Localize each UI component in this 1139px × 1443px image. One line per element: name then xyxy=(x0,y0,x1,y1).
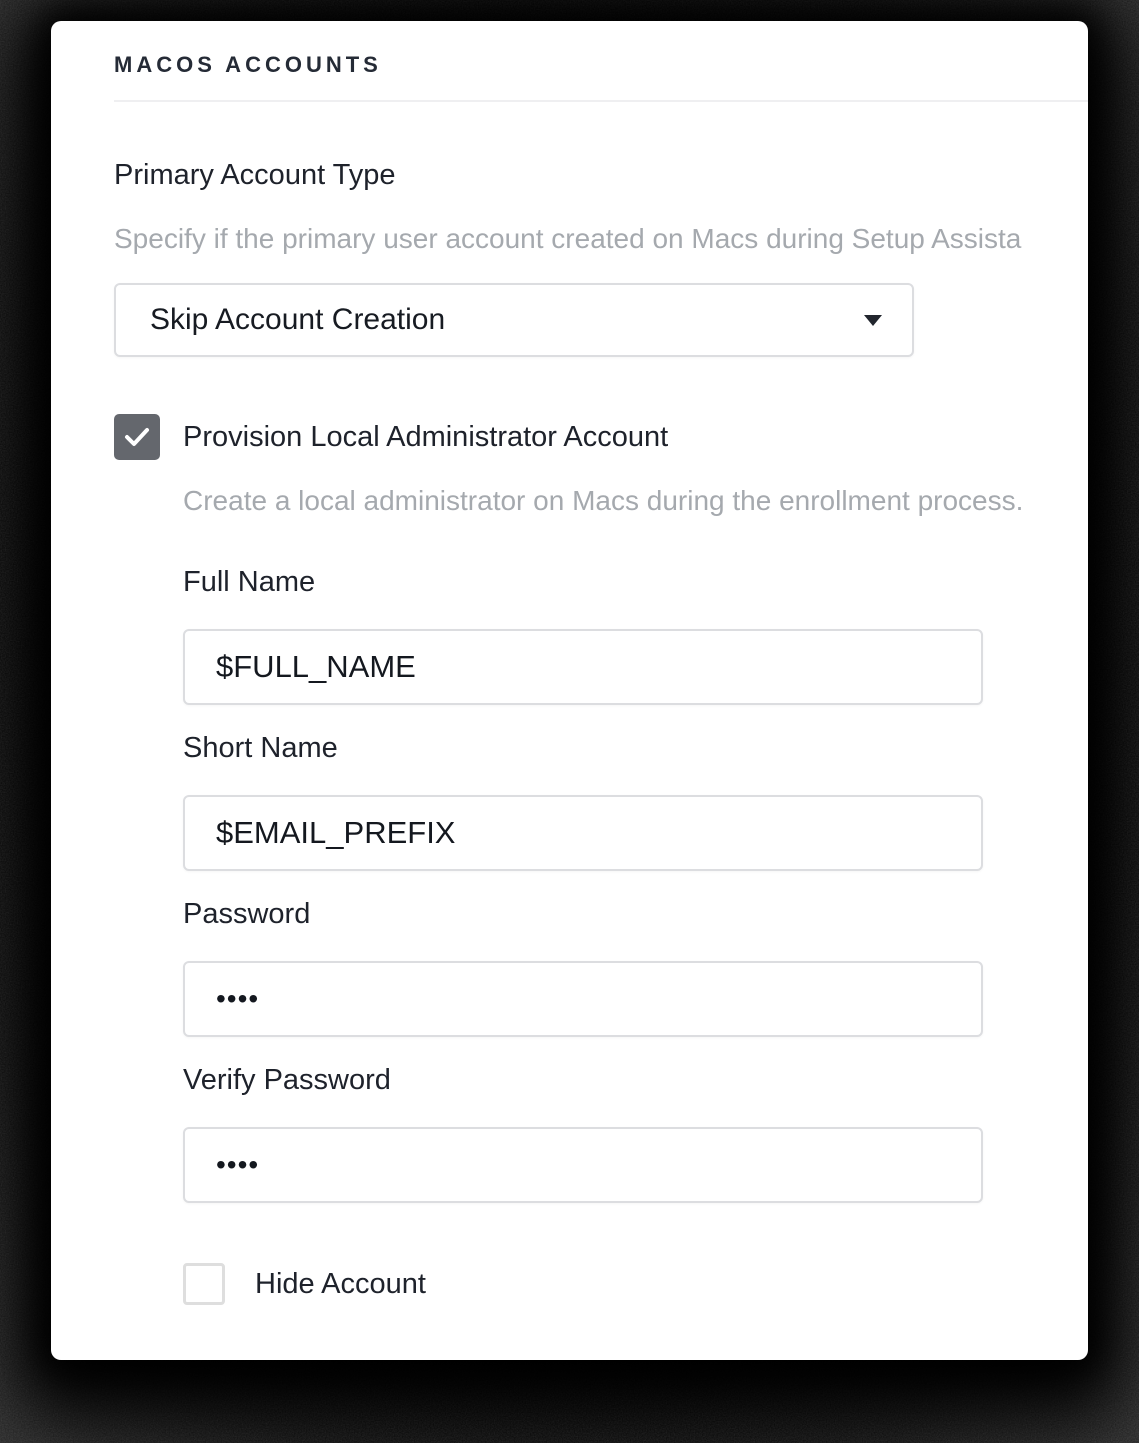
primary-account-type-description: Specify if the primary user account created on Macs during Setup Assista xyxy=(114,223,1022,254)
hide-account-checkbox[interactable] xyxy=(183,1263,225,1305)
hide-account-row xyxy=(183,1263,426,1305)
checkmark-icon xyxy=(124,427,150,447)
verify-password-label: Verify Password xyxy=(183,1064,391,1096)
primary-account-type-label: Primary Account Type xyxy=(114,159,396,191)
provision-admin-checkbox[interactable] xyxy=(114,414,160,460)
provision-admin-description: Create a local administrator on Macs during the enrollment process. xyxy=(183,485,1024,516)
provision-admin-section xyxy=(183,460,1023,1305)
provision-admin-label: Provision Local Administrator Account xyxy=(183,420,669,453)
divider xyxy=(114,100,1088,102)
provision-admin-row xyxy=(114,414,668,460)
password-input[interactable] xyxy=(183,961,983,1037)
macos-accounts-card xyxy=(51,21,1088,1360)
select-value: Skip Account Creation xyxy=(150,303,446,336)
verify-password-input[interactable] xyxy=(183,1127,983,1203)
hide-account-label: Hide Account xyxy=(255,1267,426,1300)
caret-down-icon xyxy=(864,315,882,326)
password-label: Password xyxy=(183,898,311,930)
short-name-label: Short Name xyxy=(183,732,338,764)
full-name-input[interactable] xyxy=(183,629,983,705)
full-name-label: Full Name xyxy=(183,566,316,598)
short-name-input[interactable] xyxy=(183,795,983,871)
primary-account-type-select[interactable] xyxy=(114,283,914,357)
section-title: MACOS ACCOUNTS xyxy=(114,52,382,77)
